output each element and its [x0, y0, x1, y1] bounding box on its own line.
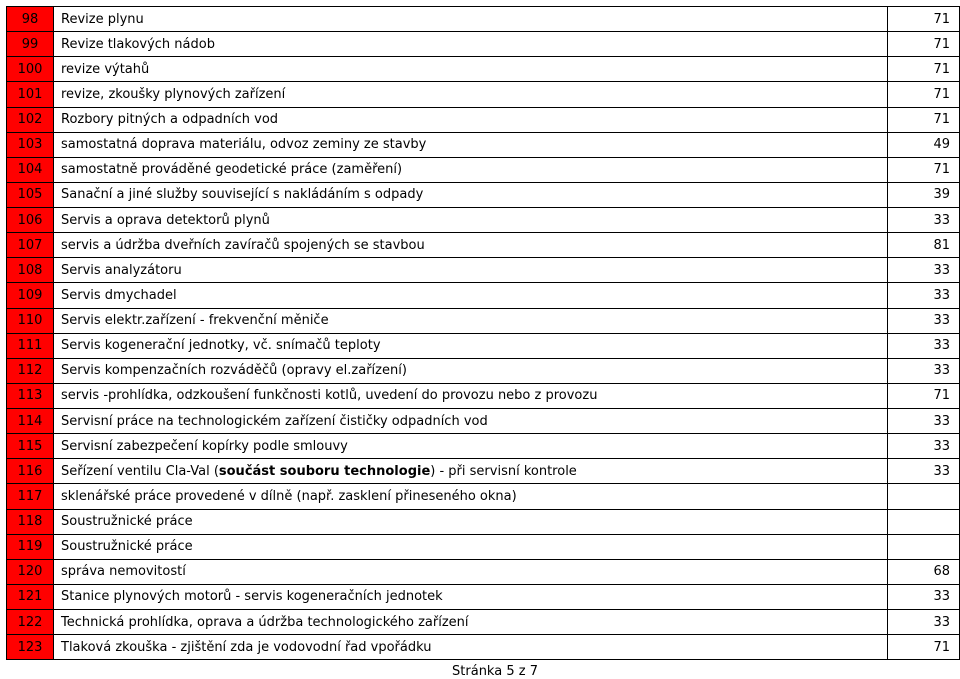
table-row	[6, 635, 960, 660]
row-number: 119	[6, 535, 54, 559]
row-number: 110	[6, 309, 54, 333]
table-row	[6, 359, 960, 384]
row-description: Tlaková zkouška - zjištění zda je vodovodní řad vpořádku	[54, 635, 888, 659]
row-description: Servisní zabezpečení kopírky podle smlouvy	[54, 434, 888, 458]
row-description: servis -prohlídka, odzkoušení funkčnosti kotlů, uvedení do provozu nebo z provozu	[54, 384, 888, 408]
row-description: revize výtahů	[54, 57, 888, 81]
row-value: 71	[888, 82, 960, 106]
table-row	[6, 158, 960, 183]
page-footer: Stránka 5 z 7	[452, 664, 538, 679]
row-value: 33	[888, 258, 960, 282]
row-number: 111	[6, 334, 54, 358]
row-number: 104	[6, 158, 54, 182]
row-value: 39	[888, 183, 960, 207]
table-row	[6, 133, 960, 158]
row-value	[888, 535, 960, 559]
row-description: Soustružnické práce	[54, 510, 888, 534]
row-number: 109	[6, 283, 54, 307]
row-value: 68	[888, 560, 960, 584]
row-description: revize, zkoušky plynových zařízení	[54, 82, 888, 106]
row-number: 114	[6, 409, 54, 433]
row-description: Soustružnické práce	[54, 535, 888, 559]
row-description: Revize tlakových nádob	[54, 32, 888, 56]
row-number: 123	[6, 635, 54, 659]
row-number: 106	[6, 208, 54, 232]
table-row	[6, 57, 960, 82]
table-row	[6, 510, 960, 535]
table-row	[6, 108, 960, 133]
table-row	[6, 560, 960, 585]
table-row	[6, 7, 960, 32]
row-value: 33	[888, 459, 960, 483]
row-number: 102	[6, 108, 54, 132]
row-value: 33	[888, 283, 960, 307]
row-number: 103	[6, 133, 54, 157]
table-row	[6, 82, 960, 107]
row-value: 71	[888, 635, 960, 659]
row-description: Stanice plynových motorů - servis kogeneračních jednotek	[54, 585, 888, 609]
table-row	[6, 535, 960, 560]
row-value: 81	[888, 233, 960, 257]
table-row	[6, 384, 960, 409]
row-description: Servis kompenzačních rozváděčů (opravy el.zařízení)	[54, 359, 888, 383]
row-value: 71	[888, 57, 960, 81]
table-row	[6, 434, 960, 459]
row-description: Rozbory pitných a odpadních vod	[54, 108, 888, 132]
row-value: 71	[888, 384, 960, 408]
row-value	[888, 510, 960, 534]
table-row	[6, 183, 960, 208]
row-number: 105	[6, 183, 54, 207]
row-value: 71	[888, 32, 960, 56]
row-number: 116	[6, 459, 54, 483]
row-number: 107	[6, 233, 54, 257]
price-table	[6, 6, 960, 660]
row-description: samostatná doprava materiálu, odvoz zeminy ze stavby	[54, 133, 888, 157]
row-description-post: ) - při servisní kontrole	[430, 463, 577, 479]
row-number: 120	[6, 560, 54, 584]
row-description-pre: Seřízení ventilu Cla-Val (	[61, 463, 219, 479]
row-number: 101	[6, 82, 54, 106]
table-row	[6, 585, 960, 610]
row-description: Servisní práce na technologickém zařízení čističky odpadních vod	[54, 409, 888, 433]
row-number: 98	[6, 7, 54, 31]
row-value: 49	[888, 133, 960, 157]
row-description: Servis kogenerační jednotky, vč. snímačů teploty	[54, 334, 888, 358]
row-description-bold: součást souboru technologie	[218, 463, 431, 479]
row-description: Revize plynu	[54, 7, 888, 31]
table-row	[6, 484, 960, 509]
table-row	[6, 309, 960, 334]
row-number: 108	[6, 258, 54, 282]
row-value	[888, 484, 960, 508]
table-row	[6, 32, 960, 57]
row-number: 99	[6, 32, 54, 56]
row-description: správa nemovitostí	[54, 560, 888, 584]
row-value: 33	[888, 208, 960, 232]
row-number: 122	[6, 610, 54, 634]
row-description: Servis analyzátoru	[54, 258, 888, 282]
row-value: 71	[888, 158, 960, 182]
row-description: sklenářské práce provedené v dílně (např. zasklení přineseného okna)	[54, 484, 888, 508]
row-number: 121	[6, 585, 54, 609]
row-description: Servis elektr.zařízení - frekvenční měniče	[54, 309, 888, 333]
row-description: samostatně prováděné geodetické práce (zaměření)	[54, 158, 888, 182]
row-number: 112	[6, 359, 54, 383]
row-value: 33	[888, 610, 960, 634]
row-description: Servis dmychadel	[54, 283, 888, 307]
table-row	[6, 283, 960, 308]
row-description: Servis a oprava detektorů plynů	[54, 208, 888, 232]
row-number: 118	[6, 510, 54, 534]
row-number: 113	[6, 384, 54, 408]
row-value: 33	[888, 309, 960, 333]
table-row	[6, 409, 960, 434]
table-row	[6, 258, 960, 283]
row-value: 33	[888, 409, 960, 433]
row-number: 100	[6, 57, 54, 81]
row-value: 33	[888, 334, 960, 358]
table-row	[6, 610, 960, 635]
row-description	[54, 459, 888, 483]
row-number: 115	[6, 434, 54, 458]
table-row	[6, 459, 960, 484]
row-value: 33	[888, 434, 960, 458]
row-value: 71	[888, 7, 960, 31]
table-row	[6, 208, 960, 233]
row-description: Sanační a jiné služby související s nakládáním s odpady	[54, 183, 888, 207]
row-description: servis a údržba dveřních zavíračů spojených se stavbou	[54, 233, 888, 257]
table-row	[6, 233, 960, 258]
table-row	[6, 334, 960, 359]
row-value: 71	[888, 108, 960, 132]
row-value: 33	[888, 585, 960, 609]
row-number: 117	[6, 484, 54, 508]
row-value: 33	[888, 359, 960, 383]
row-description: Technická prohlídka, oprava a údržba technologického zařízení	[54, 610, 888, 634]
